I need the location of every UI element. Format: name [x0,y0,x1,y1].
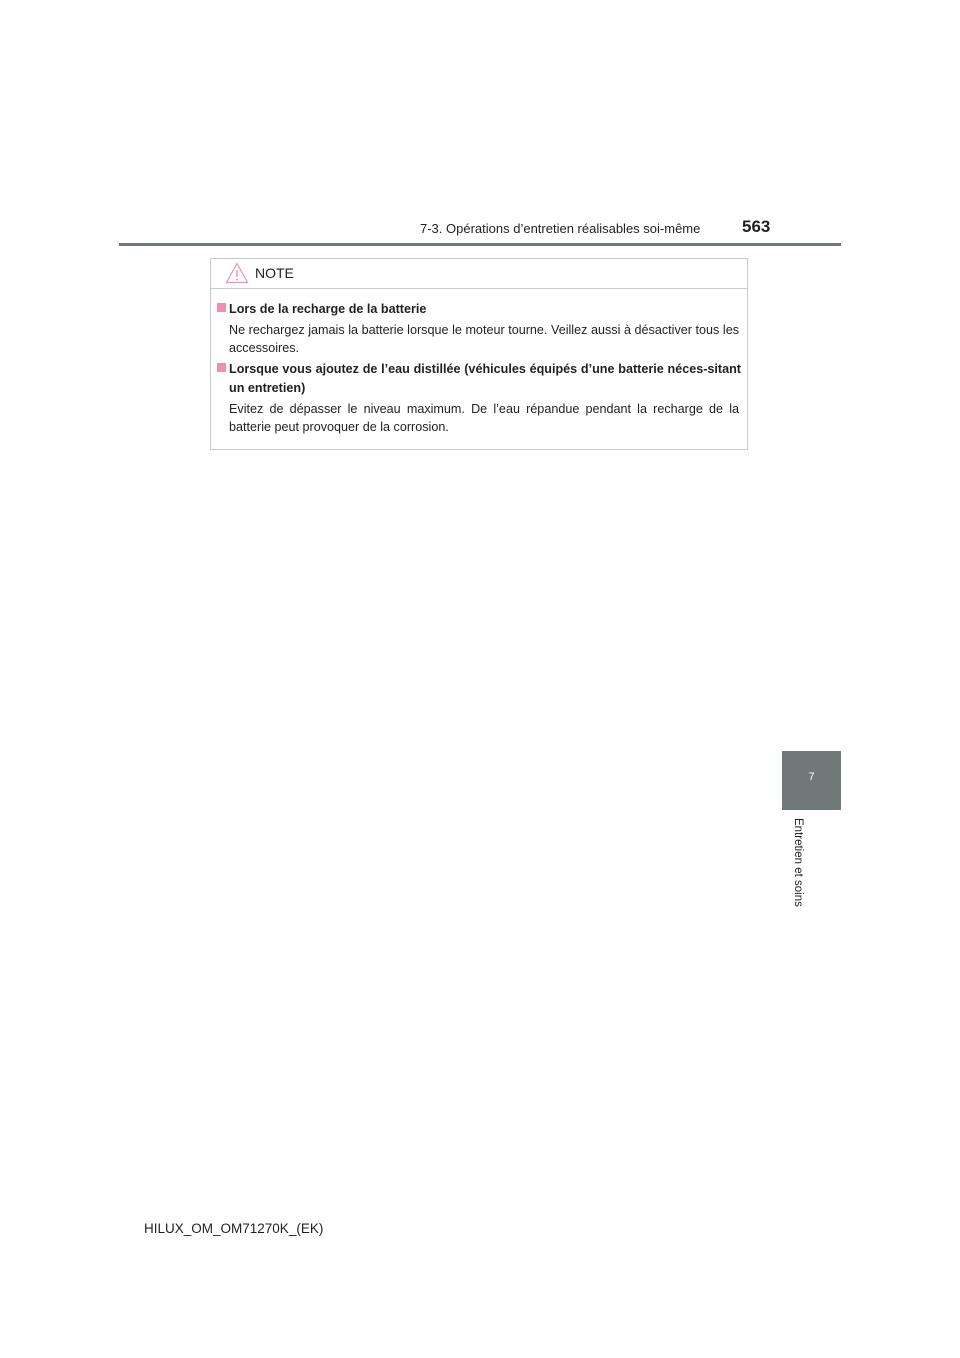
note-item [211,360,747,446]
chapter-tab [782,751,841,810]
note-title: NOTE [255,265,294,281]
note-item-body: Evitez de dépasser le niveau maximum. De l’eau répandue pendant la recharge de la batterie peut provoquer de la corrosion. [229,402,739,434]
page-number: 563 [742,217,771,236]
note-header [211,259,747,289]
chapter-number: 7 [808,771,815,783]
warning-triangle-icon [225,262,249,284]
section-title: 7-3. Opérations d’entretien réalisables soi-même [420,221,701,236]
chapter-label: Entretien et soins [792,818,804,907]
note-box [210,258,748,450]
note-item-body: Ne rechargez jamais la batterie lorsque le moteur tourne. Veillez aussi à désactiver tous les accessoires. [229,323,739,355]
header-divider [119,243,841,246]
document-code: HILUX_OM_OM71270K_(EK) [144,1221,324,1236]
square-bullet-icon [217,363,226,372]
note-item [211,300,747,360]
square-bullet-icon [217,303,226,312]
note-item-heading: Lorsque vous ajoutez de l’eau distillée (véhicules équipés d’une batterie néces-sitant un entretien) [229,362,741,395]
note-item-heading: Lors de la recharge de la batterie [229,302,427,316]
